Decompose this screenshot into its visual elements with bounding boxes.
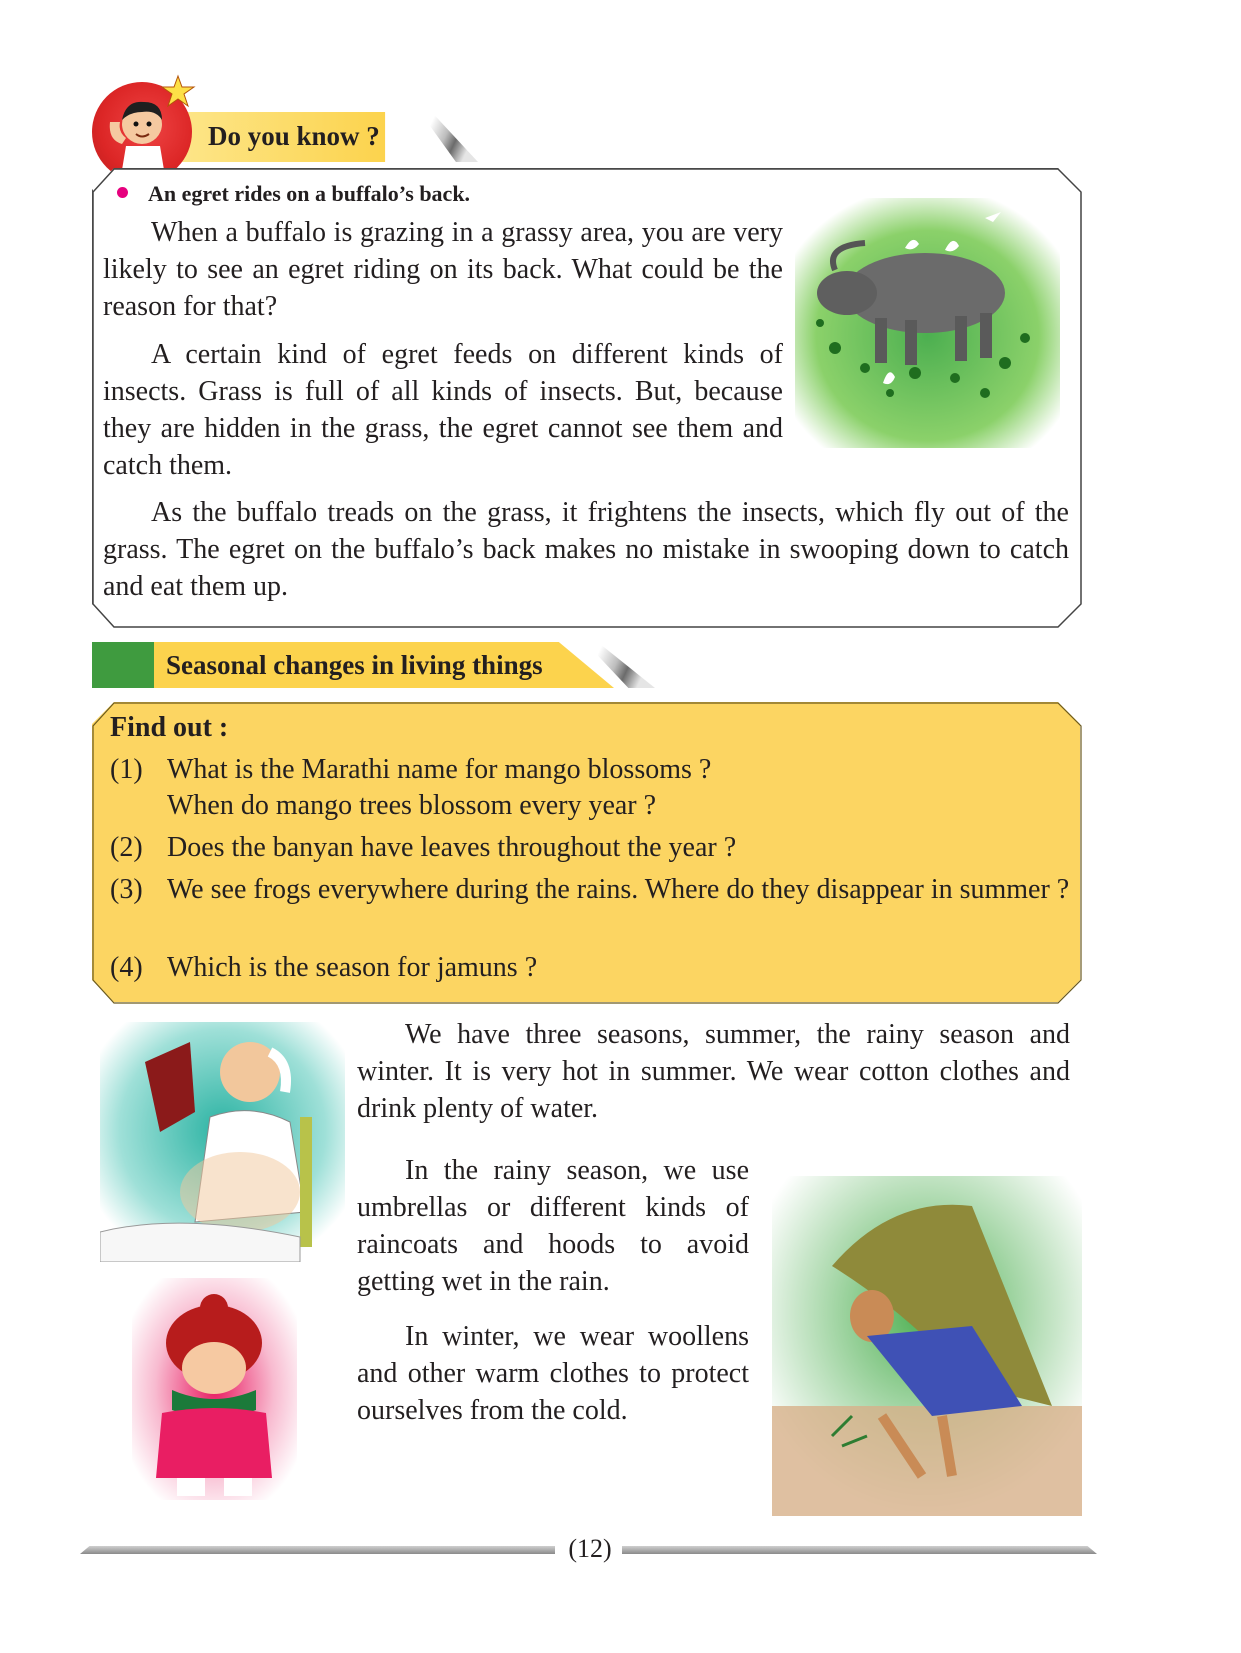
do-you-know-title: Do you know ? — [208, 121, 380, 151]
buffalo-egret-illustration — [795, 198, 1060, 448]
section-title: Seasonal changes in living things — [166, 650, 543, 680]
bullet-icon — [117, 187, 128, 198]
summer-paragraph: We have three seasons, summer, the rainy season and winter. It is very hot in summer. We wear cotton clothes and drink plenty of water. — [357, 1019, 1070, 1124]
footer-rule-right — [622, 1546, 1097, 1554]
child-in-winter-clothes-illustration — [132, 1278, 297, 1500]
egret-paragraph-1: When a buffalo is grazing in a grassy area, you are very likely to see an egret riding on its back. What could be the reason for that? — [103, 217, 783, 322]
question-4: Which is the season for jamuns ? — [167, 952, 538, 983]
question-number: (2) — [110, 832, 143, 863]
question-1-line-1: What is the Marathi name for mango blossoms ? — [167, 754, 712, 785]
egret-paragraph-2: A certain kind of egret feeds on different kinds of insects. Grass is full of all kinds of insects. But, because they are hidden in the grass, the egret cannot see them and catch them. — [103, 339, 783, 481]
footer-rule-left — [80, 1546, 555, 1554]
question-1-line-2: When do mango trees blossom every year ? — [167, 790, 657, 821]
question-number: (3) — [110, 874, 143, 905]
woman-with-rain-hood-illustration — [772, 1176, 1082, 1516]
star-icon — [160, 74, 196, 110]
question-2: Does the banyan have leaves throughout the year ? — [167, 832, 737, 863]
page-number: (12) — [568, 1534, 612, 1563]
question-number: (4) — [110, 952, 143, 983]
find-out-title: Find out : — [110, 712, 229, 743]
egret-paragraph-3: As the buffalo treads on the grass, it frightens the insects, which fly out of the grass. The egret on the buffalo’s back makes no mistake in swooping down to catch and eat them up. — [103, 497, 1069, 602]
rainy-paragraph: In the rainy season, we use umbrellas or different kinds of raincoats and hoods to avoid getting wet in the rain. — [357, 1155, 749, 1297]
bullet-heading: An egret rides on a buffalo’s back. — [148, 181, 471, 206]
old-man-fanning-illustration — [100, 1022, 345, 1262]
question-3: We see frogs everywhere during the rains. Where do they disappear in summer ? — [167, 874, 1070, 905]
question-number: (1) — [110, 754, 143, 785]
winter-paragraph: In winter, we wear woollens and other warm clothes to protect ourselves from the cold. — [357, 1321, 749, 1426]
section-green-tab — [92, 642, 154, 688]
